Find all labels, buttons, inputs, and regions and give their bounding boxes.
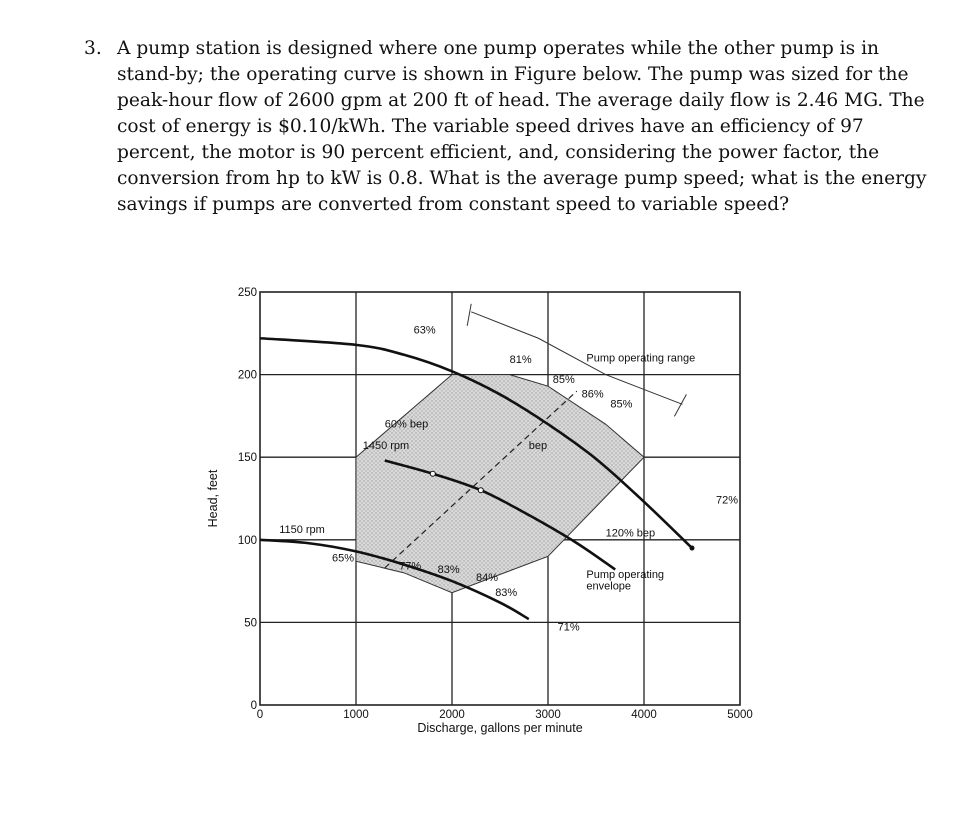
y-tick-label: 150 xyxy=(237,452,257,465)
x-tick-label: 1000 xyxy=(343,709,369,721)
annotation-label: 83% xyxy=(437,563,460,576)
x-tick-label: 0 xyxy=(256,709,264,721)
annotation-label: 71% xyxy=(557,621,580,634)
x-tick-label: 4000 xyxy=(631,709,657,721)
pump-curve-chart xyxy=(195,280,775,750)
y-tick-label: 0 xyxy=(250,700,257,712)
annotation-label: 83% xyxy=(495,586,518,599)
range-cap-right xyxy=(674,394,686,416)
annotation-label: 63% xyxy=(413,324,436,337)
annotation-label: 120% bep xyxy=(605,527,656,540)
y-tick-label: 100 xyxy=(237,534,257,547)
range-cap-left xyxy=(467,304,471,326)
x-tick-label: 3000 xyxy=(535,709,561,721)
annotation-label: envelope xyxy=(586,580,632,593)
annotation-label: 85% xyxy=(552,373,575,386)
problem-statement xyxy=(84,36,934,218)
y-tick-label: 50 xyxy=(244,617,257,630)
annotation-label: Pump operating xyxy=(586,568,665,581)
y-axis-label: Head, feet xyxy=(206,469,220,528)
problem-text: A pump station is designed where one pump operates while the other pump is in stand-by; the operating curve is shown in Figure below. The pump was sized for the peak-hour flow of 2600 gpm at 200 ft of head. The average daily flow is 2.46 MG. The cost of energy is $0.10/kWh. The variable speed drives have an efficiency of 97 percent, the motor is 90 percent efficient, and, considering the power factor, the conversion from hp to kW is 0.8. What is the average pump speed; what is the energy savings if pumps are converted from constant speed to variable speed? xyxy=(117,38,927,215)
annotation-label: 84% xyxy=(476,572,499,585)
annotation-label: 65% xyxy=(332,552,355,565)
curve-marker xyxy=(478,488,483,493)
annotation-label: Pump operating range xyxy=(586,352,696,365)
annotation-label: 72% xyxy=(716,494,739,507)
curve-marker xyxy=(430,471,435,476)
annotation-label: 81% xyxy=(509,354,532,367)
x-tick-label: 5000 xyxy=(727,709,753,721)
y-tick-label: 250 xyxy=(237,287,257,299)
annotation-label: 85% xyxy=(610,398,633,411)
annotation-label: 1150 rpm xyxy=(279,524,325,537)
annotation-label: 86% xyxy=(581,388,604,401)
x-axis-label: Discharge, gallons per minute xyxy=(417,721,583,735)
problem-number: 3. xyxy=(84,38,102,59)
annotation-label: 1450 rpm xyxy=(362,439,410,452)
annotation-label: 60% bep xyxy=(384,418,429,431)
curve-end-marker xyxy=(690,546,695,551)
x-tick-label: 2000 xyxy=(439,709,465,721)
annotation-label: bep xyxy=(528,439,548,452)
y-tick-label: 200 xyxy=(237,369,257,382)
annotation-label: 77% xyxy=(399,560,422,573)
pump-curve-figure xyxy=(195,280,775,750)
